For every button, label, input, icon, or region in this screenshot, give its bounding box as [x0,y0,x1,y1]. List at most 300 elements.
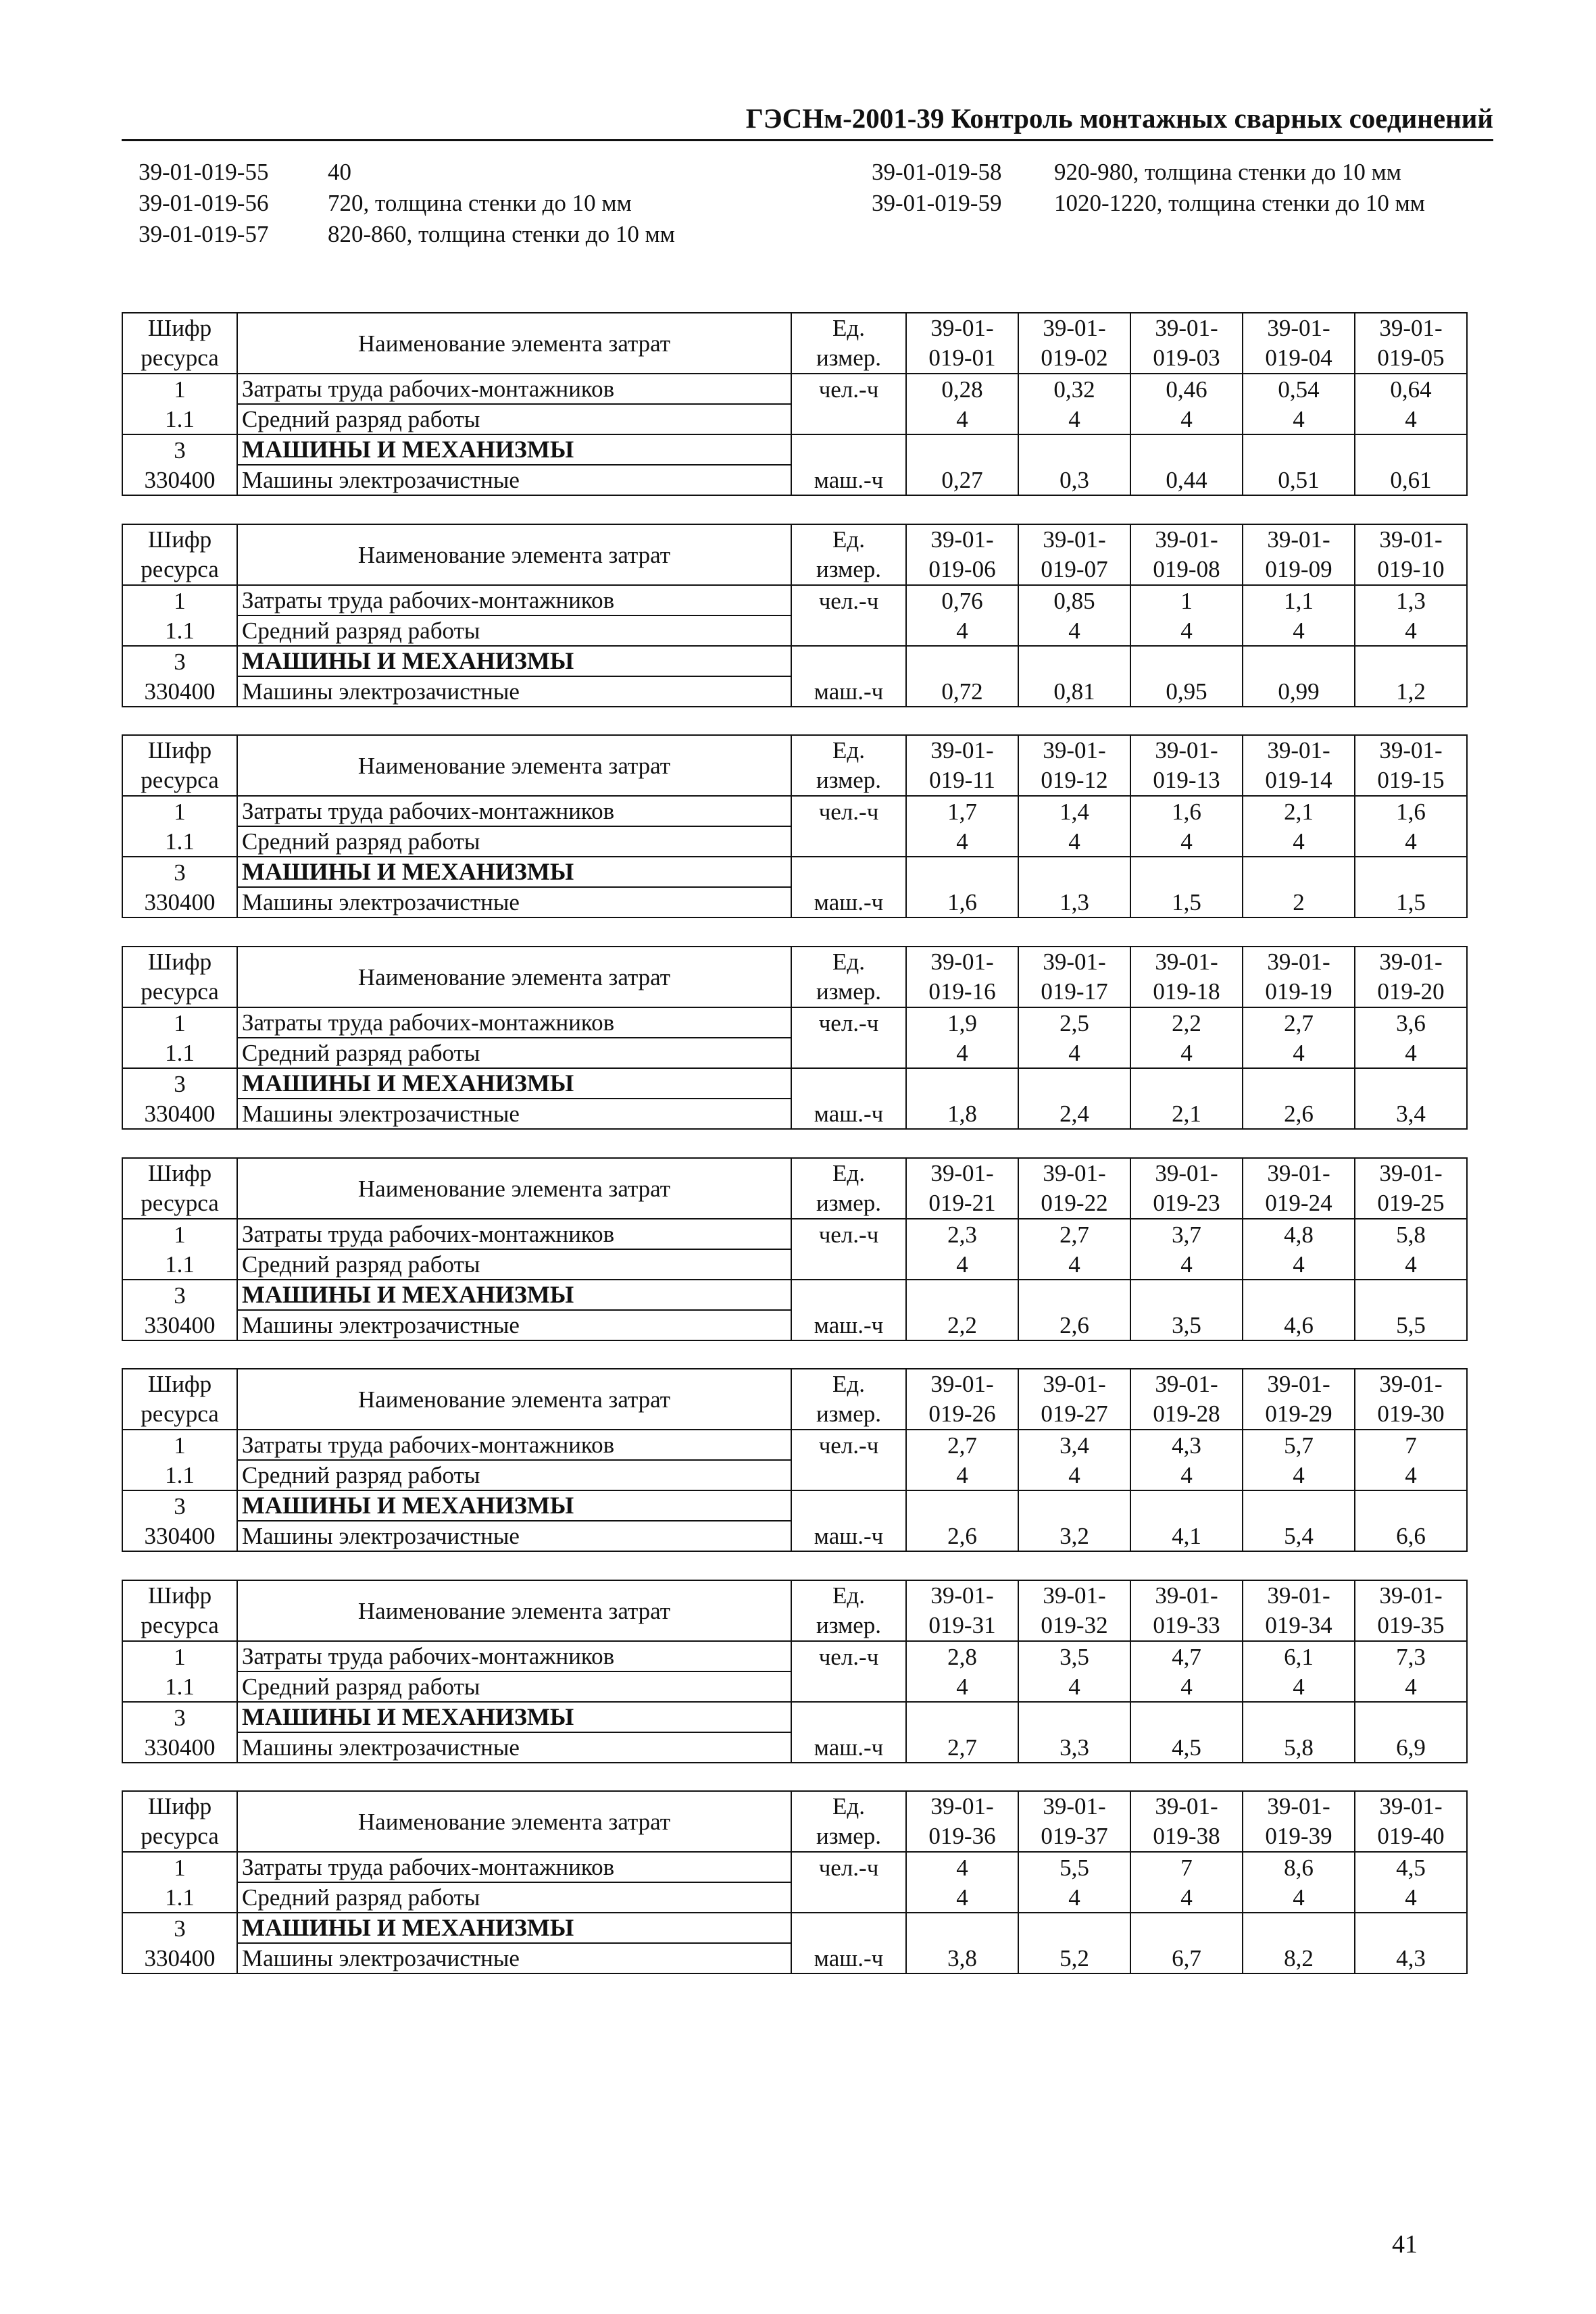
norm-code-prefix: 39-01- [1155,949,1218,975]
resource-code: 1.1 [122,1671,237,1702]
resource-value: 4 [1355,1882,1467,1913]
resource-value [1018,434,1130,465]
norm-code-header [1130,524,1243,585]
norm-code-header [1243,524,1355,585]
resource-value: 1,6 [1130,796,1243,826]
resource-unit [791,1671,906,1702]
unit-header-line: измер. [816,345,881,371]
resource-value: 0,51 [1243,465,1355,495]
name-header: Наименование элемента затрат [237,313,791,374]
norm-code-header [1130,947,1243,1007]
shifr-header-line: Шифр [147,1582,212,1609]
resource-code: 1.1 [122,1460,237,1490]
resource-name: Средний разряд работы [237,404,791,434]
resource-value: 6,1 [1243,1641,1355,1671]
resource-value: 6,9 [1355,1732,1467,1763]
resource-value: 4 [1355,1671,1467,1702]
resource-value [1355,1490,1467,1521]
resource-value: 4 [1130,1671,1243,1702]
page-number: 41 [1392,2230,1418,2259]
resource-value: 5,8 [1355,1219,1467,1249]
table-row [122,585,1467,615]
resource-value: 0,44 [1130,465,1243,495]
variant-desc: 1020-1220, толщина стенки до 10 мм [1054,190,1425,216]
resource-value: 2,2 [906,1310,1018,1340]
resource-value: 2,7 [906,1430,1018,1460]
table-row [122,1882,1467,1913]
resource-value: 4 [906,1882,1018,1913]
resource-value: 2,3 [906,1219,1018,1249]
resource-value [906,1068,1018,1099]
resource-code: 3 [122,434,237,465]
resource-value: 4 [906,1460,1018,1490]
norm-code-prefix: 39-01- [930,1371,994,1397]
resource-unit: маш.-ч [791,1943,906,1973]
resource-value: 4 [1018,826,1130,857]
shifr-header-line: Шифр [147,1793,212,1819]
resource-value: 2,7 [906,1732,1018,1763]
resource-value [1243,1490,1355,1521]
resource-value: 5,4 [1243,1521,1355,1551]
resource-code: 330400 [122,1943,237,1973]
unit-header [791,1580,906,1641]
resource-value: 4 [1243,404,1355,434]
unit-header [791,524,906,585]
norm-code-prefix: 39-01- [1043,737,1106,763]
norm-code-suffix: 019-24 [1265,1190,1332,1216]
resource-value: 2,8 [906,1641,1018,1671]
unit-header [791,1158,906,1219]
variant-item [139,219,848,250]
table-row [122,826,1467,857]
resource-name: Затраты труда рабочих-монтажников [237,1219,791,1249]
table-row [122,1007,1467,1038]
variant-item [872,157,1514,188]
table-row [122,1310,1467,1340]
variant-desc: 920-980, толщина стенки до 10 мм [1054,159,1401,185]
resource-code: 1 [122,585,237,615]
table-header-row [122,1158,1467,1219]
resource-value: 0,28 [906,374,1018,404]
norm-code-suffix: 019-15 [1377,767,1445,793]
resource-table [122,946,1468,1130]
variant-desc: 820-860, толщина стенки до 10 мм [328,221,675,247]
resource-value: 2,7 [1018,1219,1130,1249]
norm-code-prefix: 39-01- [1155,1582,1218,1609]
table-row [122,1913,1467,1943]
norm-code-header [906,947,1018,1007]
resource-value [906,1702,1018,1732]
norm-code-header [906,735,1018,796]
table-row [122,1219,1467,1249]
norm-code-prefix: 39-01- [1043,1371,1106,1397]
norm-code-header [1018,1369,1130,1430]
resource-name: Средний разряд работы [237,1038,791,1068]
resource-name: Машины электрозачистные [237,1521,791,1551]
resource-value [1018,1068,1130,1099]
norm-code-prefix: 39-01- [1155,737,1218,763]
unit-header-line: Ед. [832,1582,865,1609]
variant-code: 39-01-019-58 [872,159,1002,185]
resource-value: 6,6 [1355,1521,1467,1551]
norm-code-suffix: 019-01 [928,345,996,371]
norm-code-suffix: 019-06 [928,556,996,582]
resource-value [906,1280,1018,1310]
resource-value: 4,3 [1355,1943,1467,1973]
unit-header-line: Ед. [832,1160,865,1186]
table-row [122,615,1467,646]
variant-code: 39-01-019-57 [139,221,269,247]
resource-table [122,312,1468,496]
resource-value: 2,1 [1130,1099,1243,1129]
resource-value [1130,857,1243,887]
norm-code-prefix: 39-01- [1155,526,1218,553]
resource-name: Машины электрозачистные [237,1943,791,1973]
norm-code-prefix: 39-01- [1155,1160,1218,1186]
shifr-header [122,313,237,374]
norm-code-header [1130,1158,1243,1219]
resource-unit: чел.-ч [791,1430,906,1460]
resource-unit [791,1068,906,1099]
resource-unit: чел.-ч [791,585,906,615]
resource-value: 3,4 [1018,1430,1130,1460]
resource-code: 3 [122,1490,237,1521]
unit-header-line: Ед. [832,315,865,341]
resource-value: 1 [1130,585,1243,615]
resource-code: 1.1 [122,826,237,857]
resource-value [1243,857,1355,887]
norm-code-prefix: 39-01- [1043,526,1106,553]
shifr-header-line: ресурса [141,345,219,371]
resource-value: 4 [1243,615,1355,646]
norm-code-suffix: 019-03 [1153,345,1220,371]
resource-name: Машины электрозачистные [237,465,791,495]
resource-name: Затраты труда рабочих-монтажников [237,1852,791,1882]
resource-name: Средний разряд работы [237,1671,791,1702]
resource-code: 3 [122,1068,237,1099]
resource-name: Средний разряд работы [237,826,791,857]
norm-code-suffix: 019-29 [1265,1401,1332,1427]
variant-code: 39-01-019-55 [139,159,269,185]
shifr-header-line: ресурса [141,978,219,1005]
resource-name: Средний разряд работы [237,1249,791,1280]
norm-code-suffix: 019-13 [1153,767,1220,793]
resource-value: 2,4 [1018,1099,1130,1129]
resource-value: 5,5 [1355,1310,1467,1340]
resource-value [906,857,1018,887]
norm-code-prefix: 39-01- [1379,1793,1443,1819]
variant-code: 39-01-019-59 [872,190,1002,216]
resource-value [1243,1702,1355,1732]
resource-value: 4 [1355,1460,1467,1490]
norm-code-header [1130,1580,1243,1641]
norm-code-suffix: 019-25 [1377,1190,1445,1216]
norm-code-suffix: 019-38 [1153,1823,1220,1849]
norm-code-header [1243,1580,1355,1641]
shifr-header-line: Шифр [147,949,212,975]
unit-header [791,1791,906,1852]
resource-value: 5,2 [1018,1943,1130,1973]
resource-code: 3 [122,1702,237,1732]
norm-code-prefix: 39-01- [1155,1793,1218,1819]
norm-code-header [1355,1580,1467,1641]
norm-code-header [1018,947,1130,1007]
resource-value: 1,5 [1355,887,1467,917]
norm-code-suffix: 019-11 [929,767,995,793]
norm-code-header [1355,1791,1467,1852]
unit-header [791,313,906,374]
resource-value: 2,2 [1130,1007,1243,1038]
resource-value: 4,7 [1130,1641,1243,1671]
norm-code-suffix: 019-04 [1265,345,1332,371]
norm-code-suffix: 019-22 [1041,1190,1108,1216]
resource-unit [791,646,906,676]
norm-code-suffix: 019-09 [1265,556,1332,582]
norm-code-header [1018,1580,1130,1641]
norm-code-prefix: 39-01- [930,526,994,553]
norm-code-suffix: 019-14 [1265,767,1332,793]
unit-header [791,1369,906,1430]
resource-value: 4 [1355,615,1467,646]
resource-unit [791,1038,906,1068]
norm-code-prefix: 39-01- [1379,949,1443,975]
shifr-header [122,1369,237,1430]
resource-value: 1,9 [906,1007,1018,1038]
resource-table [122,734,1468,918]
table-row [122,1460,1467,1490]
resource-code: 1 [122,796,237,826]
variant-desc: 720, толщина стенки до 10 мм [328,190,632,216]
resource-value: 3,2 [1018,1521,1130,1551]
resource-unit: маш.-ч [791,1099,906,1129]
table-row [122,646,1467,676]
resource-name: Затраты труда рабочих-монтажников [237,1641,791,1671]
shifr-header-line: ресурса [141,556,219,582]
variant-desc: 40 [328,159,351,185]
shifr-header [122,524,237,585]
resource-value: 4 [1018,615,1130,646]
resource-value [906,646,1018,676]
norm-code-prefix: 39-01- [1155,315,1218,341]
resource-value: 1,7 [906,796,1018,826]
resource-value: 0,72 [906,676,1018,707]
name-header: Наименование элемента затрат [237,735,791,796]
norm-code-header [906,1158,1018,1219]
norm-code-prefix: 39-01- [1267,526,1330,553]
resource-name: МАШИНЫ И МЕХАНИЗМЫ [237,1702,791,1732]
shifr-header-line: Шифр [147,1371,212,1397]
resource-value [1130,1280,1243,1310]
resource-value: 4 [1130,404,1243,434]
resource-value: 4 [906,1249,1018,1280]
norm-code-header [1355,524,1467,585]
resource-unit [791,1249,906,1280]
norm-code-suffix: 019-05 [1377,345,1445,371]
norm-code-header [1243,947,1355,1007]
resource-value: 1,4 [1018,796,1130,826]
resource-value: 4 [1018,1460,1130,1490]
resource-name: МАШИНЫ И МЕХАНИЗМЫ [237,434,791,465]
norm-code-prefix: 39-01- [1043,1160,1106,1186]
table-row [122,374,1467,404]
resource-value: 0,27 [906,465,1018,495]
norm-code-prefix: 39-01- [1267,315,1330,341]
norm-code-prefix: 39-01- [930,737,994,763]
norm-code-suffix: 019-30 [1377,1401,1445,1427]
norm-code-header [1018,1158,1130,1219]
resource-code: 1.1 [122,404,237,434]
norm-code-suffix: 019-17 [1041,978,1108,1005]
norm-code-header [1243,735,1355,796]
resource-value: 2,6 [906,1521,1018,1551]
norm-code-suffix: 019-27 [1041,1401,1108,1427]
resource-name: Машины электрозачистные [237,1099,791,1129]
resource-value [1130,434,1243,465]
resource-value [1355,1913,1467,1943]
resource-value: 4 [906,404,1018,434]
resource-value [1018,646,1130,676]
resource-value: 4 [906,1671,1018,1702]
resource-value [1243,434,1355,465]
resource-value: 4,8 [1243,1219,1355,1249]
resource-name: МАШИНЫ И МЕХАНИЗМЫ [237,1068,791,1099]
resource-value: 4,5 [1355,1852,1467,1882]
norm-code-suffix: 019-28 [1153,1401,1220,1427]
norm-code-header [1355,947,1467,1007]
unit-header [791,947,906,1007]
resource-value: 1,8 [906,1099,1018,1129]
resource-value: 1,3 [1355,585,1467,615]
table-header-row [122,735,1467,796]
norm-code-suffix: 019-33 [1153,1612,1220,1638]
resource-value [906,434,1018,465]
norm-code-prefix: 39-01- [930,1582,994,1609]
resource-value: 0,99 [1243,676,1355,707]
variant-item [872,188,1514,219]
resource-code: 1 [122,1430,237,1460]
resource-code: 1 [122,1219,237,1249]
shifr-header-line: ресурса [141,1612,219,1638]
resource-value: 0,3 [1018,465,1130,495]
resource-value: 4 [906,826,1018,857]
resource-value: 4 [1243,1671,1355,1702]
resource-value [1130,646,1243,676]
resource-value [1130,1490,1243,1521]
resource-unit [791,615,906,646]
norm-code-prefix: 39-01- [1379,737,1443,763]
norm-code-suffix: 019-12 [1041,767,1108,793]
resource-value: 4 [1018,1249,1130,1280]
resource-value: 0,61 [1355,465,1467,495]
resource-table [122,524,1468,707]
norm-code-prefix: 39-01- [1267,737,1330,763]
resource-value: 4 [1018,1882,1130,1913]
resource-unit [791,434,906,465]
unit-header-line: измер. [816,1612,881,1638]
resource-value: 4 [1355,1249,1467,1280]
shifr-header [122,947,237,1007]
table-row [122,1249,1467,1280]
unit-header-line: Ед. [832,737,865,763]
norm-code-header [1355,313,1467,374]
table-row [122,1068,1467,1099]
resource-value: 4 [1355,1038,1467,1068]
norm-code-suffix: 019-20 [1377,978,1445,1005]
resource-value: 4 [1130,826,1243,857]
resource-value [1018,1913,1130,1943]
resource-unit: маш.-ч [791,1310,906,1340]
resource-value: 4,1 [1130,1521,1243,1551]
norm-code-suffix: 019-32 [1041,1612,1108,1638]
unit-header-line: измер. [816,1190,881,1216]
unit-header [791,735,906,796]
resource-value [1355,857,1467,887]
norm-code-header [1355,735,1467,796]
shifr-header [122,1158,237,1219]
norm-code-prefix: 39-01- [930,315,994,341]
resource-unit [791,404,906,434]
resource-value: 2 [1243,887,1355,917]
norm-code-prefix: 39-01- [1379,315,1443,341]
table-header-row [122,947,1467,1007]
resource-value: 4 [1243,1249,1355,1280]
resource-name: Машины электрозачистные [237,887,791,917]
resource-unit: чел.-ч [791,1219,906,1249]
unit-header-line: измер. [816,1401,881,1427]
norm-code-prefix: 39-01- [1043,1582,1106,1609]
resource-unit [791,1460,906,1490]
table-row [122,1490,1467,1521]
table-row [122,1430,1467,1460]
norm-code-header [1243,1158,1355,1219]
resource-table [122,1790,1468,1974]
resource-value: 3,5 [1018,1641,1130,1671]
resource-value [1243,646,1355,676]
resource-value [1130,1702,1243,1732]
shifr-header-line: Шифр [147,1160,212,1186]
resource-value: 5,8 [1243,1732,1355,1763]
shifr-header-line: Шифр [147,737,212,763]
resource-value [1355,1280,1467,1310]
resource-value: 4 [1355,826,1467,857]
resource-value: 1,6 [906,887,1018,917]
name-header: Наименование элемента затрат [237,1791,791,1852]
shifr-header-line: Шифр [147,526,212,553]
resource-name: Средний разряд работы [237,615,791,646]
resource-table [122,1580,1468,1763]
table-row [122,1280,1467,1310]
norm-code-prefix: 39-01- [1043,315,1106,341]
resource-value: 4 [1130,1249,1243,1280]
norm-code-prefix: 39-01- [1379,1160,1443,1186]
resource-unit: маш.-ч [791,676,906,707]
table-row [122,1521,1467,1551]
norm-code-header [906,1369,1018,1430]
norm-code-prefix: 39-01- [1267,1582,1330,1609]
resource-code: 1 [122,1641,237,1671]
resource-code: 1.1 [122,1882,237,1913]
name-header: Наименование элемента затрат [237,1580,791,1641]
resource-value: 1,1 [1243,585,1355,615]
norm-code-header [1018,524,1130,585]
resource-value: 4 [1018,1671,1130,1702]
resource-value [906,1913,1018,1943]
resource-value [906,1490,1018,1521]
resource-value: 0,46 [1130,374,1243,404]
unit-header-line: измер. [816,978,881,1005]
norm-code-prefix: 39-01- [1267,949,1330,975]
resource-value: 4,6 [1243,1310,1355,1340]
